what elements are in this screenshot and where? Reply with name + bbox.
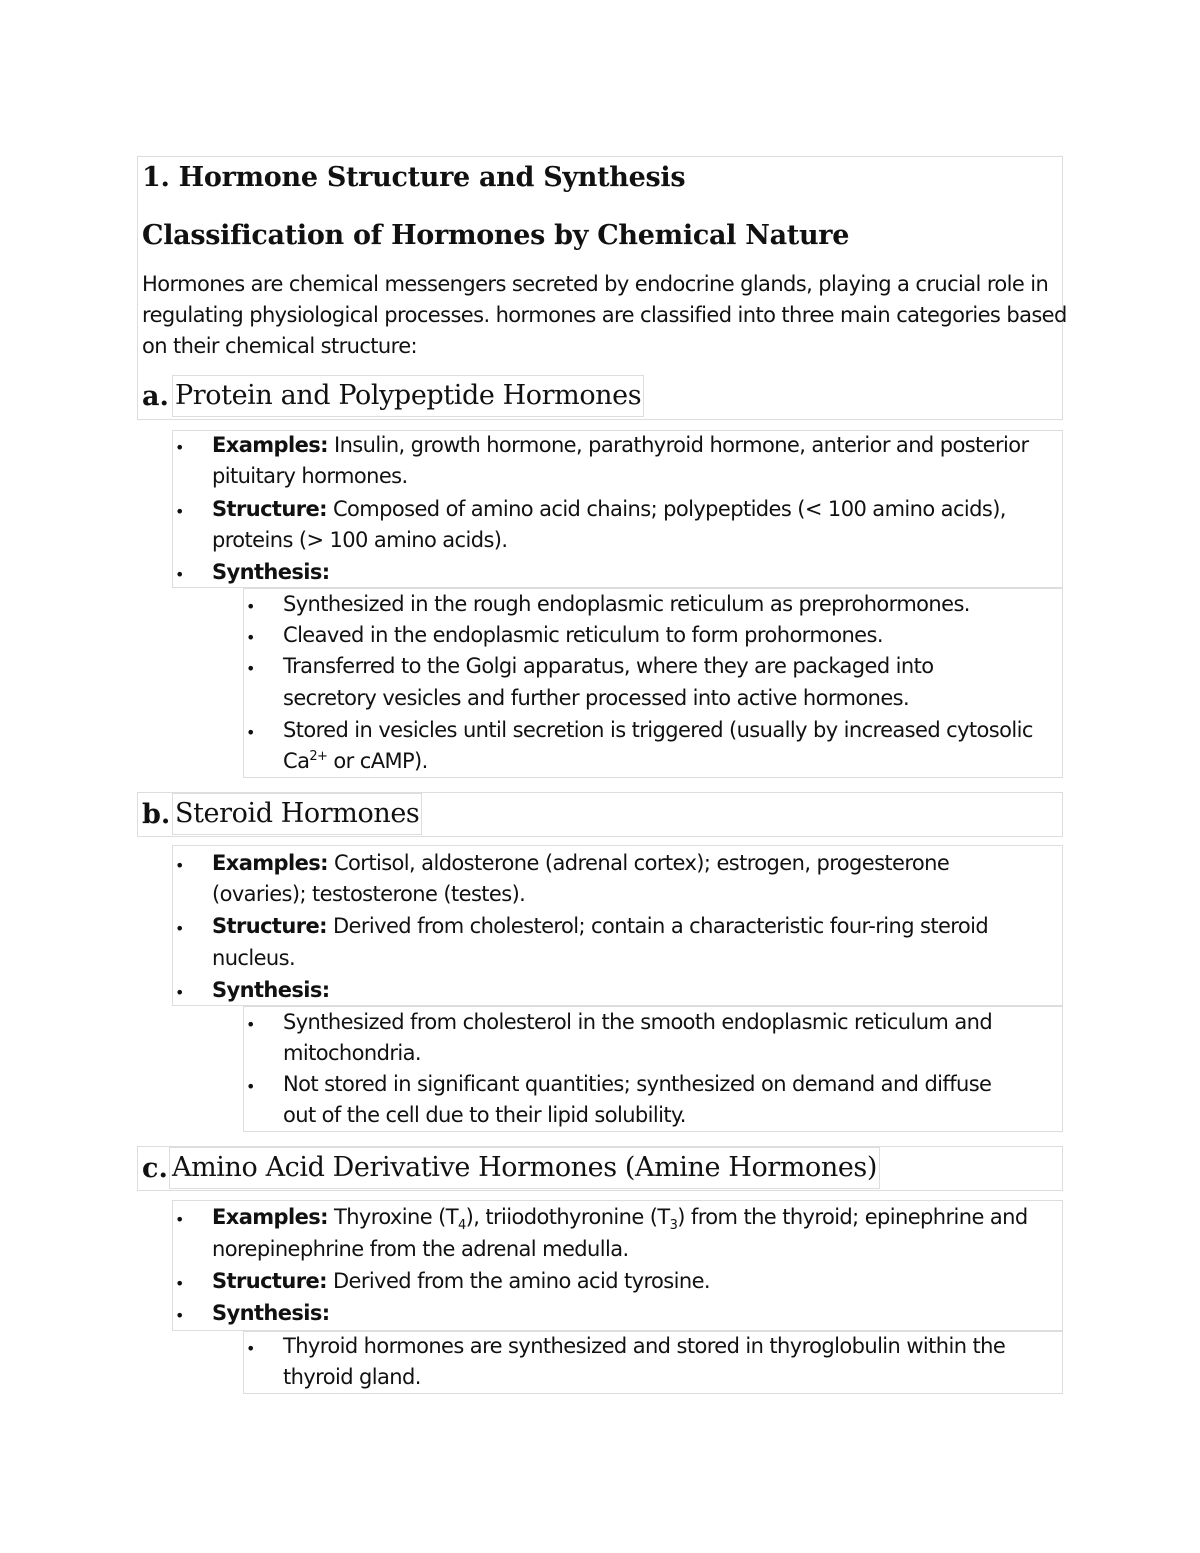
section-c-title: Amino Acid Derivative Hormones (Amine Hormones)	[169, 1147, 880, 1189]
list-item	[212, 975, 330, 1006]
list-item	[212, 1298, 330, 1329]
list-item	[212, 848, 949, 879]
section-a-title: Protein and Polypeptide Hormones	[172, 375, 644, 417]
bullet-icon: •	[246, 723, 256, 742]
bullet-icon: •	[175, 983, 185, 1002]
structure-label: Structure:	[212, 1269, 327, 1293]
bullet-icon: •	[175, 438, 185, 457]
section-b-title: Steroid Hormones	[172, 793, 422, 835]
bullet-icon: •	[175, 919, 185, 938]
bullet-icon: •	[175, 1274, 185, 1293]
bullet-icon: •	[246, 1077, 256, 1096]
list-item-continuation: norepinephrine from the adrenal medulla.	[212, 1237, 629, 1261]
list-item	[212, 557, 330, 588]
structure-label: Structure:	[212, 497, 327, 521]
bullet-icon: •	[175, 502, 185, 521]
list-item-continuation: nucleus.	[212, 946, 296, 970]
section-c-letter: c.	[142, 1153, 168, 1184]
bullet-icon: •	[175, 1306, 185, 1325]
calcium-symbol: Ca	[283, 749, 310, 773]
structure-text: Composed of amino acid chains; polypeptides (< 100 amino acids),	[326, 497, 1006, 521]
subscript: 4	[457, 1218, 466, 1234]
list-item	[212, 494, 1006, 525]
sub-list-item: Not stored in significant quantities; synthesized on demand and diffuse	[283, 1072, 992, 1096]
charge-superscript: 2+	[309, 749, 328, 764]
bullet-icon: •	[246, 1015, 256, 1034]
bullet-icon: •	[175, 565, 185, 584]
list-item-continuation: proteins (> 100 amino acids).	[212, 528, 508, 552]
synthesis-label: Synthesis:	[212, 1301, 330, 1325]
structure-text: Derived from the amino acid tyrosine.	[326, 1269, 710, 1293]
bullet-icon: •	[246, 1339, 256, 1358]
sub-list-item: Synthesized from cholesterol in the smooth endoplasmic reticulum and	[283, 1010, 993, 1034]
subscript: 3	[669, 1218, 678, 1234]
sub-list-text: or cAMP).	[327, 749, 428, 773]
sub-list-item-continuation	[283, 746, 428, 777]
examples-label: Examples:	[212, 1205, 328, 1229]
synthesis-label: Synthesis:	[212, 560, 330, 584]
structure-label: Structure:	[212, 914, 327, 938]
examples-label: Examples:	[212, 433, 328, 457]
bullet-icon: •	[246, 597, 256, 616]
page-subtitle: Classification of Hormones by Chemical Nature	[142, 220, 850, 251]
sub-list-item-continuation: mitochondria.	[283, 1041, 421, 1065]
sub-list-item-continuation: out of the cell due to their lipid solubility.	[283, 1103, 686, 1127]
list-item	[212, 1266, 710, 1297]
list-item-continuation: (ovaries); testosterone (testes).	[212, 882, 526, 906]
list-item-continuation: pituitary hormones.	[212, 464, 408, 488]
examples-label: Examples:	[212, 851, 328, 875]
sub-list-item: Stored in vesicles until secretion is triggered (usually by increased cytosolic	[283, 718, 1033, 742]
bullet-icon: •	[175, 1210, 185, 1229]
sub-list-item-continuation: thyroid gland.	[283, 1365, 421, 1389]
sub-list-item-continuation: secretory vesicles and further processed into active hormones.	[283, 686, 910, 710]
examples-text: ) from the thyroid; epinephrine and	[677, 1205, 1028, 1229]
examples-text: Cortisol, aldosterone (adrenal cortex); estrogen, progesterone	[327, 851, 950, 875]
list-item	[212, 911, 988, 942]
list-item	[212, 430, 1029, 461]
sub-list-item: Transferred to the Golgi apparatus, where they are packaged into	[283, 654, 934, 678]
list-item	[212, 1202, 1028, 1233]
examples-text: ), triiodothyronine (T	[465, 1205, 670, 1229]
bullet-icon: •	[246, 659, 256, 678]
sub-list-item: Synthesized in the rough endoplasmic reticulum as preprohormones.	[283, 592, 970, 616]
section-b-letter: b.	[142, 799, 171, 830]
examples-text: Insulin, growth hormone, parathyroid hormone, anterior and posterior	[327, 433, 1029, 457]
section-a-letter: a.	[142, 381, 169, 412]
intro-paragraph: Hormones are chemical messengers secreted by endocrine glands, playing a crucial role in regulating physiological processes. hormones are classified into three main categories based on their chemical structure:	[142, 272, 1067, 358]
sub-list-item: Cleaved in the endoplasmic reticulum to form prohormones.	[283, 623, 883, 647]
sub-list-item: Thyroid hormones are synthesized and stored in thyroglobulin within the	[283, 1334, 1006, 1358]
page-title: 1. Hormone Structure and Synthesis	[142, 162, 686, 193]
bullet-icon: •	[175, 856, 185, 875]
examples-text: Thyroxine (T	[327, 1205, 458, 1229]
synthesis-label: Synthesis:	[212, 978, 330, 1002]
bullet-icon: •	[246, 628, 256, 647]
structure-text: Derived from cholesterol; contain a characteristic four-ring steroid	[326, 914, 989, 938]
